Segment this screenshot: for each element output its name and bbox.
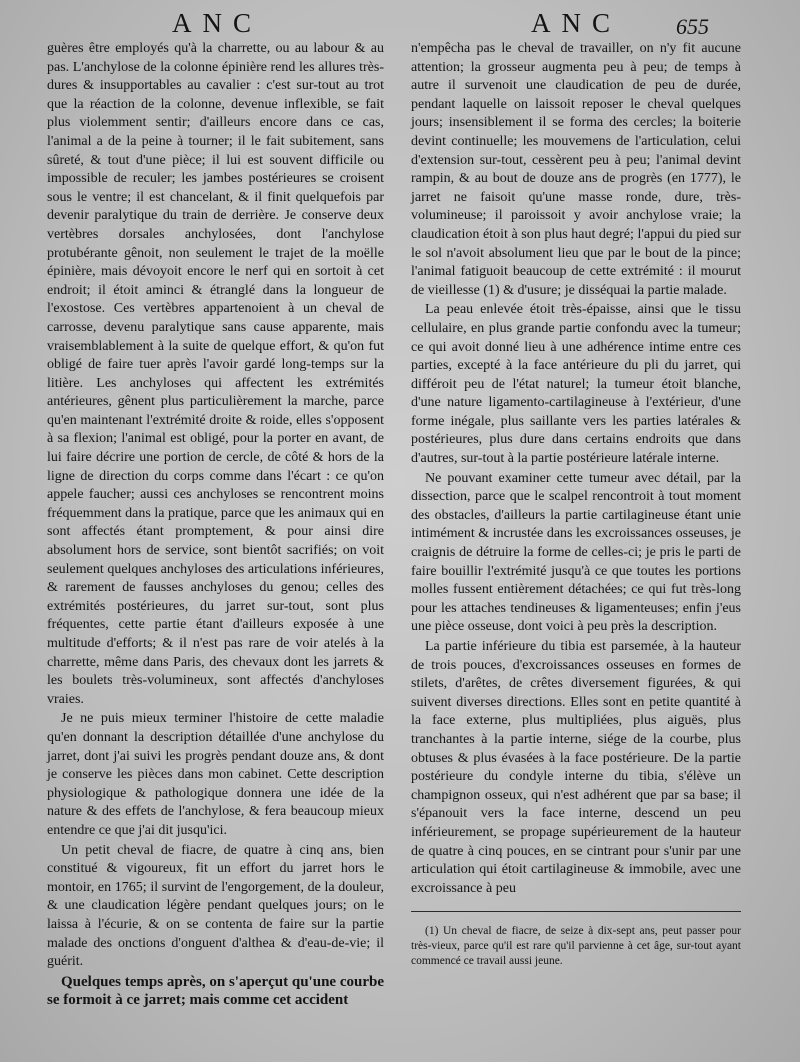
paragraph: Je ne puis mieux terminer l'histoire de cette maladie qu'en donnant la description détaillée d'une anchylose du jarret, dont j'ai suivi les progrès pendant douze ans, & dont je conserve les pièces dans mon cabinet. Cette description physiologique & pathologique donnera une idée de la nature & des effets de l'anchylose, & fera beaucoup mieux entendre ce que j'ai dit jusqu'ici. — [47, 711, 384, 838]
running-head-left: ANC — [172, 8, 263, 38]
paragraph: La partie inférieure du tibia est parsemée, à la hauteur de trois pouces, d'excroissances osseuses en formes de stilets, d'arêtes, de crêtes diversement figurées, & qui suivent diverses directions. Elles sont en petite quantité à la face externe, plus multipliées, plus aiguës, plus tranchantes à la partie interne, siége de la courbe, plus obtuses & plus évasées à la face postérieure. De la partie postérieure du condyle interne du tibia, s'élève un champignon osseux, qui n'est adhérent que par sa base; il s'épanouit vers la face interne, descend un peu inférieurement, se propage supérieurement de la hauteur de quatre à cinq pouces, en se cintrant pour s'unir par une articulation qui étoit cartilagineuse & immobile, avec une excroissance à peu — [411, 639, 741, 896]
paragraph: n'empêcha pas le cheval de travailler, on n'y fit aucune attention; la grosseur augmenta peu à peu; de temps à autre il survenoit une claudication de peu de durée, pendant laquelle on laissoit reposer le cheval quelques jours; insensiblement il se forma des cercles; la boiterie devint continuelle; les mouvemens de l'articulation, celui d'extension sur-tout, cessèrent peu à peu; l'animal devint rampin, & au bout de douze ans de progrès (en 1777), le jarret ne faisoit qu'une masse ronde, dure, très-volumineuse; il paroissoit y avoir anchylose vraie; la claudication étoit à son plus haut degré; l'appui du pied sur le sol n'avoit absolument lieu que par le bout de la pince; l'animal fatiguoit beaucoup de cette extrémité : il mourut de vieillesse (1) & d'usure; je disséquai la partie malade. — [411, 41, 741, 298]
paragraph: Un petit cheval de fiacre, de quatre à cinq ans, bien constitué & vigoureux, fit un effort du jarret hors le montoir, en 1765; il survint de l'engorgement, de la douleur, & une claudication légère pendant quelques jours; on le laissa à l'écurie, & on se contenta de faire sur la partie malade des onctions d'onguent d'althea & d'eau-de-vie; il guérit. — [47, 842, 384, 970]
paragraph: Ne pouvant examiner cette tumeur avec détail, par la dissection, parce que le scalpel rencontroit à tout moment des obstacles, d'ailleurs la partie cartilagineuse étant unie intimément & incrustée dans les excroissances osseuses, je craignis de détruire la forme de celles-ci; je pris le parti de faire bouillir l'extrémité jusqu'à ce que toutes les portions molles fussent entièrement détachées; ce qui fut très-long pour les attaches tendineuses & ligamenteuses; enfin j'eus une pièce osseuse, dont voici à peu près la description. — [411, 470, 741, 635]
left-column — [47, 40, 384, 1010]
right-column — [411, 40, 741, 898]
paragraph: La peau enlevée étoit très-épaisse, ainsi que le tissu cellulaire, en plus grande partie confondu avec la tumeur; ce qui avoit donné lieu à une adhérence intime entre ces parties, excepté à la face antérieure du pli du jarret, qui différoit peu de l'état naturel; la tumeur étoit blanche, d'une nature ligamento-cartilagineuse à l'extérieur, d'une forme inégale, plus saillante vers les parties latérales & postérieures, plus dure dans certains endroits que dans d'autres, sur-tout à la partie postérieure latérale interne. — [411, 302, 741, 467]
paragraph: Quelques temps après, on s'aperçut qu'une courbe se formoit à ce jarret; mais comme cet accident — [47, 973, 384, 1009]
footnote-text: (1) Un cheval de fiacre, de seize à dix-sept ans, peut passer pour très-vieux, parce qu'il est rare qu'il parvienne à cet âge, sur-tout ayant commencé ce travail aussi jeune. — [411, 925, 741, 967]
paragraph: guères être employés qu'à la charrette, ou au labour & au pas. L'anchylose de la colonne épinière rend les allures très-dures & insupportables au cavalier : c'est sur-tout au trot que la réaction de la colonne, devenue inflexible, se fait plus violemment sentir; d'ailleurs encore dans ce cas, l'animal a de la peine à tourner; il le fait subitement, sans sûreté, & tout d'une pièce; il lui est souvent difficile ou impossible de reculer; les jambes postérieures se croisent sous le ventre; il est chancelant, & il finit quelquefois par devenir paralytique du train de derrière. Je conserve deux vertèbres dorsales anchylosées, dont l'anchylose protubérante gênoit, non seulement le trajet de la moëlle épinière, mais dévoyoit encore le nerf qui en sortoit à cet endroit; il étoit aminci & étranglé dans la longueur de l'exostose. Ces vertèbres appartenoient à un cheval de carrosse, devenu paralytique sans cause apparente, mais vraisemblablement à la suite de quelque effort, & qu'on fut obligé de faire tuer après l'avoir gardé long-temps sur la litière. Les anchyloses qui affectent les extrémités antérieures, gênent plus particulièrement la marche, parce qu'en maintenant l'extrémité droite & roide, elles s'opposent à sa flexion; l'animal est obligé, pour la porter en avant, de lui faire décrire une portion de cercle, de côté & hors de la ligne de direction du corps comme dans l'écart : ce qu'on appele faucher; aussi ces anchyloses se rencontrent moins fréquemment dans la pratique, parce que les animaux qui en sont affectés étant promptement, & pour ainsi dire absolument hors de service, sont bientôt sacrifiés; on voit seulement quelques anchyloses des articulations inférieures, & rarement de fausses anchyloses du genou; celles des extrémités postérieures, du jarret sur-tout, sont plus fréquentes, cette partie étant d'ailleurs exposée à une multitude d'efforts; & il n'est pas rare de voir atelés à la charrette, même dans Paris, des chevaux dont les jarrets & les boulets très-volumineux, sont affectés d'anchyloses vraies. — [47, 41, 384, 707]
running-head-right: ANC — [531, 8, 622, 38]
footnote-divider — [411, 911, 741, 912]
page-number: 655 — [676, 14, 709, 39]
footnote — [411, 924, 741, 969]
